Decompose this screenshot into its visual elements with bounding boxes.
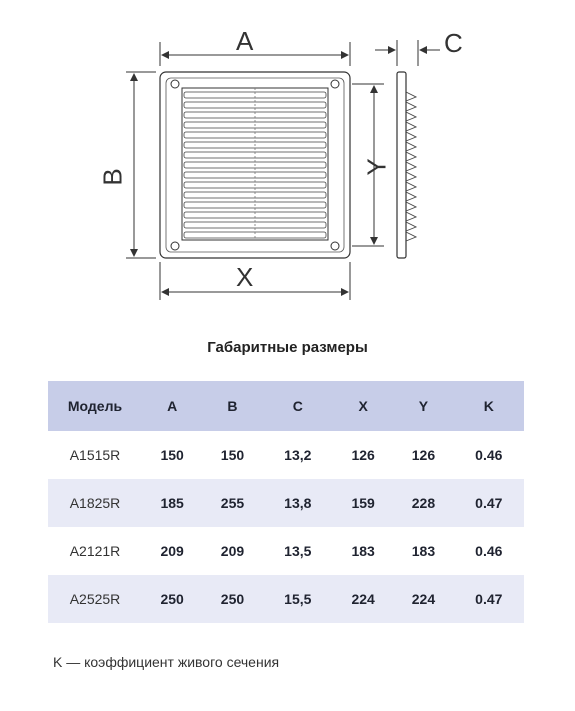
side-fin	[406, 122, 416, 131]
side-fin	[406, 112, 416, 121]
header-y: Y	[393, 381, 453, 431]
cell-model: A1515R	[69, 447, 121, 463]
side-fin	[406, 172, 416, 181]
side-fin	[406, 192, 416, 201]
cell-c: 13,5	[284, 543, 312, 559]
cell-y: 228	[393, 479, 453, 527]
header-b: B	[202, 381, 262, 431]
cell-model: A2525R	[48, 575, 142, 623]
cell-a: 250	[142, 575, 202, 623]
side-fin	[406, 92, 416, 101]
header-x: X	[333, 381, 393, 431]
side-fin	[406, 152, 416, 161]
grille-drawing	[0, 0, 575, 320]
table-row	[48, 575, 524, 623]
header-k: K	[454, 381, 524, 431]
cell-c: 13,8	[263, 479, 333, 527]
side-fin	[406, 162, 416, 171]
footnote: K — коэффициент живого сечения	[53, 654, 280, 670]
cell-b: 255	[202, 479, 262, 527]
cell-a: 150	[160, 447, 184, 463]
cell-k: 0.46	[475, 447, 503, 463]
screw-hole-top-left	[171, 80, 179, 88]
dimensions-table	[48, 381, 524, 623]
cell-y: 224	[393, 575, 453, 623]
side-fin	[406, 232, 416, 241]
header-model: Модель	[48, 381, 142, 431]
screw-hole-top-right	[331, 80, 339, 88]
side-fin	[406, 102, 416, 111]
cell-x: 183	[351, 543, 375, 559]
grille-side-fins	[406, 92, 416, 241]
cell-model: A2121R	[69, 543, 121, 559]
cell-k: 0.47	[454, 479, 524, 527]
side-fin	[406, 142, 416, 151]
dimension-c-label: C	[444, 28, 463, 58]
table-row	[48, 479, 524, 527]
screw-hole-bottom-left	[171, 242, 179, 250]
dimension-y-label: Y	[361, 158, 392, 176]
header-a: A	[142, 381, 202, 431]
cell-b: 150	[220, 447, 245, 463]
cell-y: 126	[411, 447, 436, 463]
dimension-b-label: B	[97, 168, 128, 186]
cell-b: 209	[220, 543, 245, 559]
dimension-x-label: X	[236, 262, 254, 292]
screw-hole-bottom-right	[331, 242, 339, 250]
cell-y: 183	[411, 543, 436, 559]
header-c: C	[263, 381, 333, 431]
cell-a: 209	[160, 543, 184, 559]
technical-drawing	[0, 0, 575, 320]
dimension-a-label: A	[236, 26, 254, 56]
cell-x: 224	[333, 575, 393, 623]
cell-k: 0.46	[475, 543, 503, 559]
cell-a: 185	[142, 479, 202, 527]
side-fin	[406, 212, 416, 221]
cell-x: 126	[351, 447, 375, 463]
cell-b: 250	[202, 575, 262, 623]
table-header-row	[48, 381, 524, 431]
side-fin	[406, 222, 416, 231]
side-fin	[406, 202, 416, 211]
cell-k: 0.47	[454, 575, 524, 623]
table-row	[48, 527, 524, 575]
table-title: Габаритные размеры	[207, 339, 368, 356]
side-fin	[406, 182, 416, 191]
grille-side-view	[397, 72, 406, 258]
cell-c: 13,2	[284, 447, 312, 463]
table-row	[48, 431, 524, 479]
cell-c: 15,5	[263, 575, 333, 623]
cell-x: 159	[333, 479, 393, 527]
cell-model: A1825R	[48, 479, 142, 527]
side-fin	[406, 132, 416, 141]
